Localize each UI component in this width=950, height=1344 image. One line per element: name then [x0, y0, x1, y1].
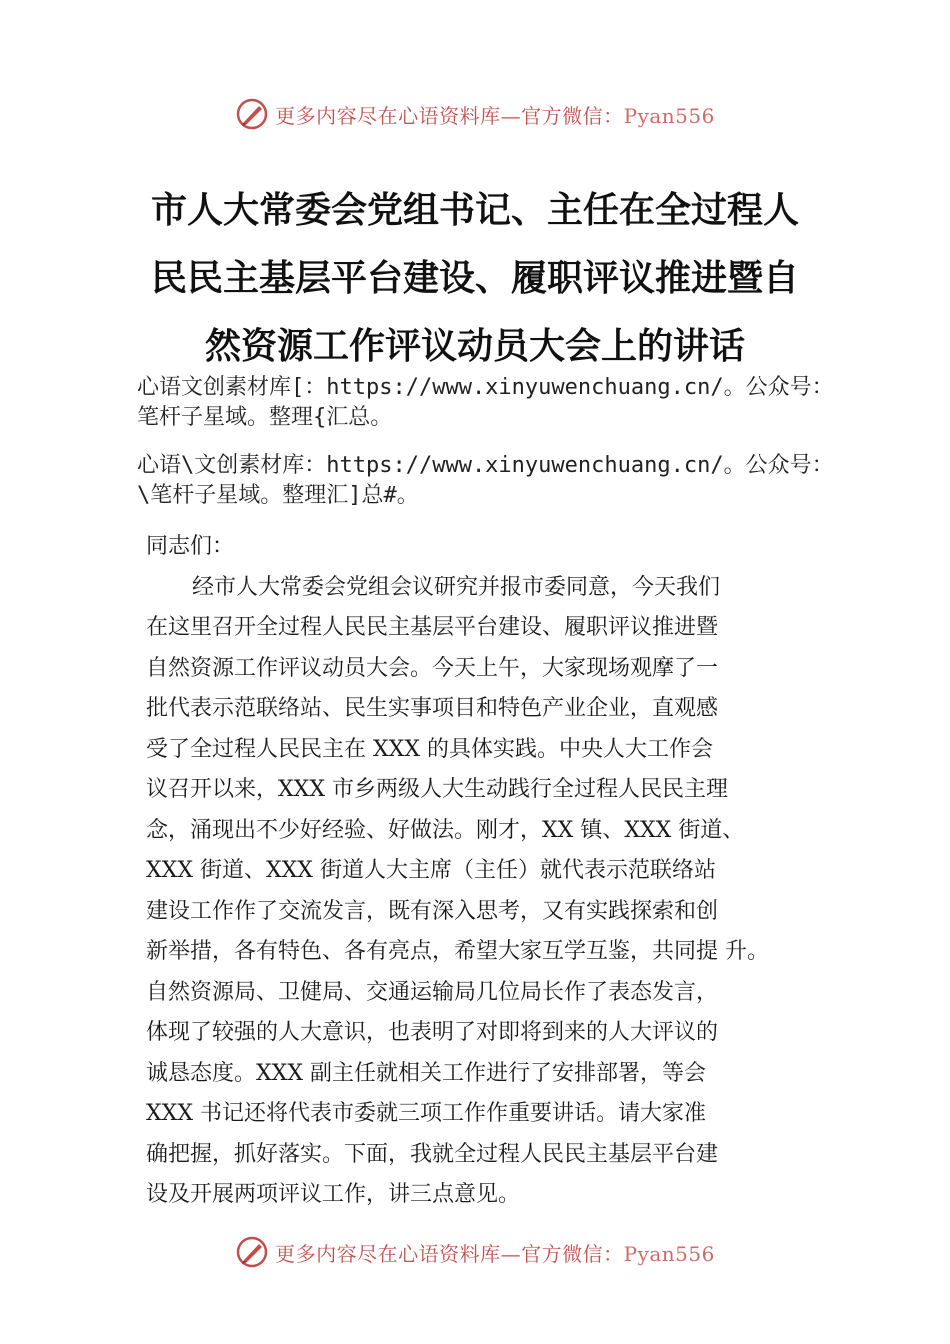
- speech-body: [146, 527, 826, 1216]
- note-line: 心语\文创素材库：https://www.xinyuwenchuang.cn/。公众号：: [137, 453, 834, 478]
- paragraph-line: 经市人大常委会党组会议研究并报市委同意，今天我们: [192, 574, 721, 600]
- title-line: 市人大常委会党组书记、主任在全过程人: [150, 189, 799, 231]
- note-line: 笔杆子星域。整理{汇总。: [137, 405, 393, 430]
- paragraph-line: XXX 书记还将代表市委就三项工作作重要讲话。请大家准: [146, 1101, 706, 1126]
- paragraph-line: 批代表示范联络站、民生实事项目和特色产业企业，直观感: [146, 696, 719, 721]
- paragraph-line: 确把握，抓好落实。下面，我就全过程人民民主基层平台建: [146, 1141, 719, 1167]
- paragraph-line: 新举措，各有特色、各有亮点，希望大家互学互鉴，共同提 升。: [146, 939, 769, 964]
- note-line: \笔杆子星域。整理汇]总#。: [137, 483, 419, 508]
- paragraph-line: 受了全过程人民民主在 XXX 的具体实践。中央人大工作会: [146, 736, 713, 762]
- paragraph-line: 在这里召开全过程人民民主基层平台建设、履职评议推进暨: [146, 615, 719, 640]
- banner-wechat-id: Pyan556: [623, 103, 715, 128]
- pen-logo-icon: [235, 97, 269, 131]
- paragraph-line: 念，涌现出不少好经验、好做法。刚才，XX 镇、XXX 街道、: [146, 817, 745, 843]
- paragraph-line: 诚恳态度。XXX 副主任就相关工作进行了安排部署，等会: [146, 1060, 706, 1086]
- document-title: [130, 176, 820, 380]
- source-note: [137, 451, 857, 511]
- paragraph-line: 自然资源局、卫健局、交通运输局几位局长作了表态发言，: [146, 979, 719, 1005]
- banner-text: 更多内容尽在心语资料库—官方微信：Pyan556: [275, 1241, 715, 1266]
- banner-wechat-id: Pyan556: [623, 1241, 715, 1266]
- paragraph-line: 自然资源工作评议动员大会。今天上午，大家现场观摩了一: [146, 655, 719, 681]
- title-line: 民民主基层平台建设、履职评议推进暨自: [150, 257, 799, 299]
- banner-text: 更多内容尽在心语资料库—官方微信：Pyan556: [275, 103, 715, 128]
- paragraph-line: 设及开展两项评议工作，讲三点意见。: [146, 1182, 521, 1207]
- paragraph-line: 议召开以来，XXX 市乡两级人大生动践行全过程人民民主理: [146, 777, 728, 802]
- header-banner: [0, 94, 950, 134]
- paragraph-line: 体现了较强的人大意识，也表明了对即将到来的人大评议的: [146, 1020, 719, 1045]
- title-line: 然资源工作评议动员大会上的讲话: [204, 325, 745, 367]
- source-note: [137, 373, 857, 433]
- paragraph-line: 建设工作作了交流发言，既有深入思考，又有实践探索和创: [146, 898, 719, 924]
- paragraph-line: XXX 街道、XXX 街道人大主席（主任）就代表示范联络站: [146, 858, 716, 883]
- note-line: 心语文创素材库[：https://www.xinyuwenchuang.cn/。公众号：: [137, 375, 834, 400]
- footer-banner: [0, 1232, 950, 1272]
- pen-logo-icon: [235, 1235, 269, 1269]
- salutation: 同志们：: [146, 534, 235, 559]
